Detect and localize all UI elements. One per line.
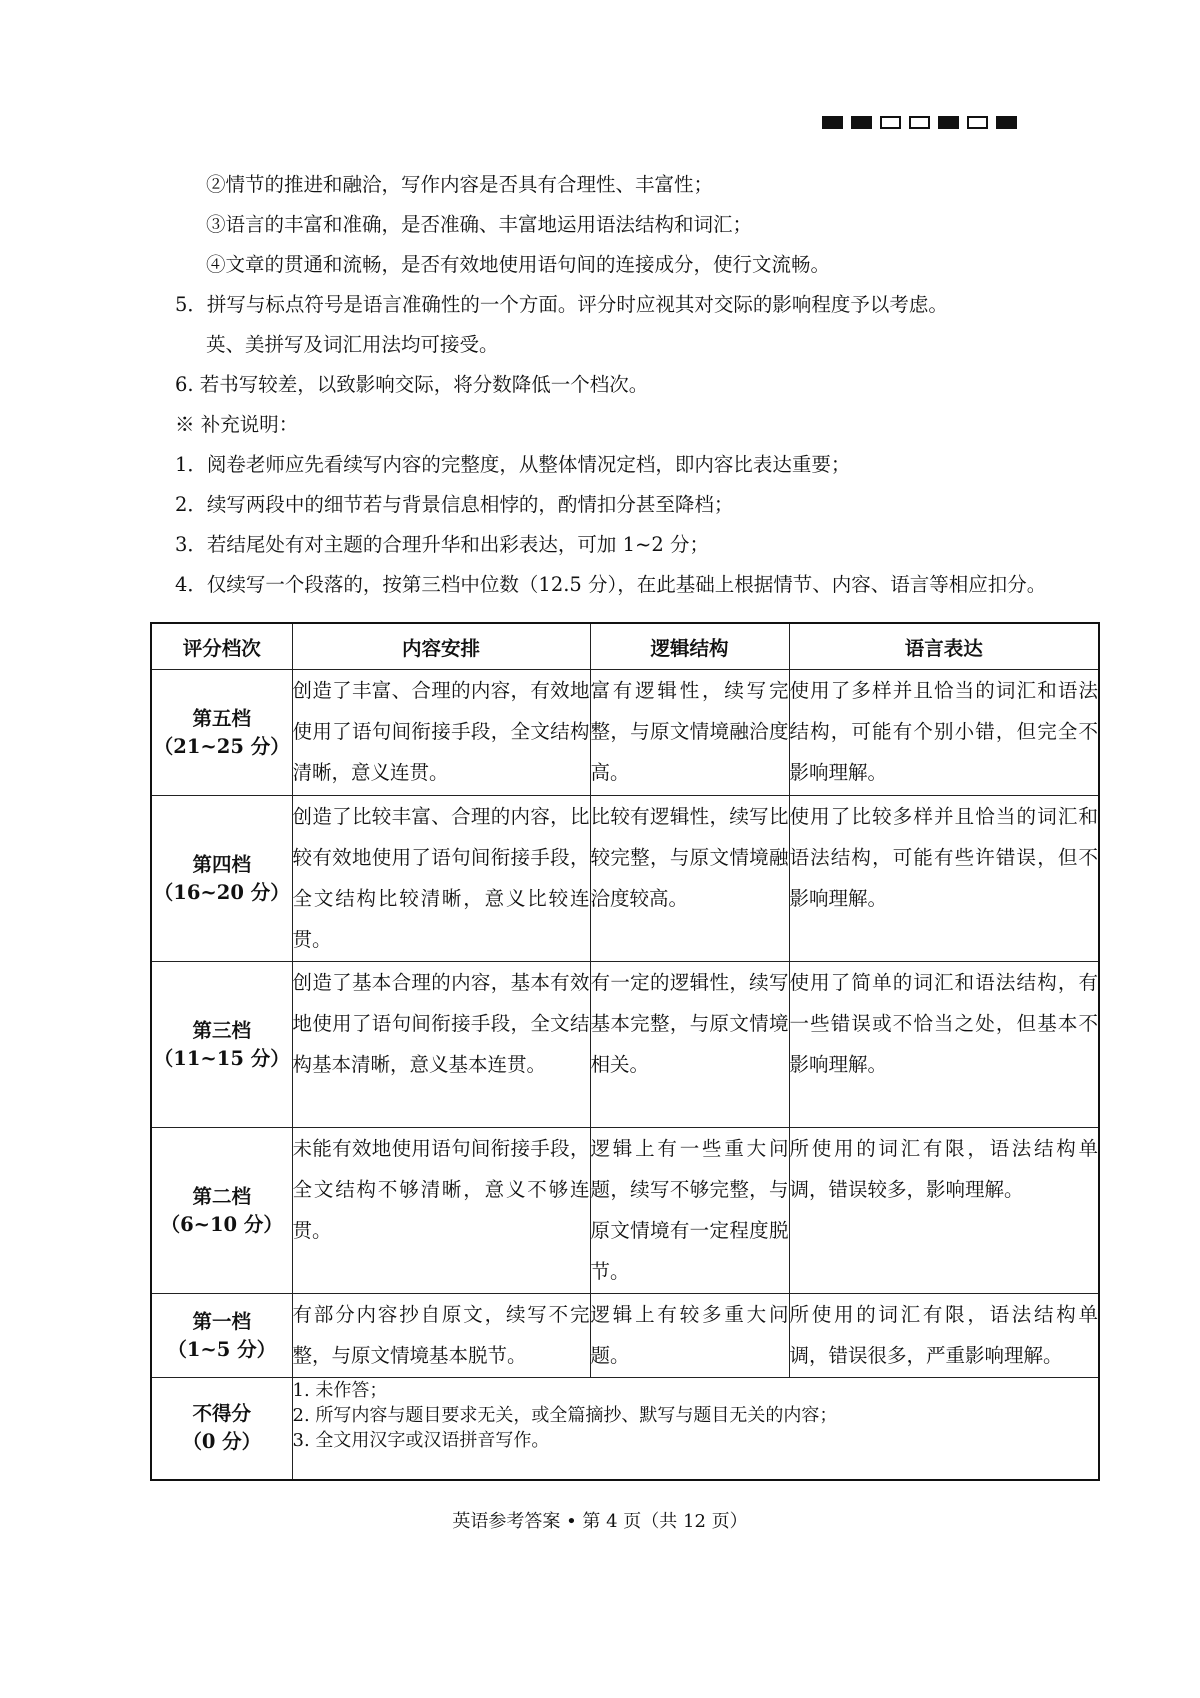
zero-conditions — [292, 1378, 1099, 1480]
language-cell: 所使用的词汇有限，语法结构单调，错误较多，影响理解。 — [789, 1128, 1099, 1294]
language-cell: 使用了比较多样并且恰当的词汇和语法结构，可能有些许错误，但不影响理解。 — [789, 796, 1099, 962]
grade-score: （6~10 分） — [160, 1212, 283, 1236]
grade-score: （1~5 分） — [167, 1337, 277, 1361]
scoring-table — [150, 622, 1100, 1481]
header-mark — [880, 116, 901, 129]
language-cell: 使用了简单的词汇和语法结构，有一些错误或不恰当之处，但基本不影响理解。 — [789, 962, 1099, 1128]
table-row-zero — [151, 1378, 1099, 1480]
header-mark — [851, 116, 872, 129]
content-cell: 创造了丰富、合理的内容，有效地使用了语句间衔接手段，全文结构清晰，意义连贯。 — [292, 670, 590, 796]
grade-name: 第四档 — [192, 852, 251, 876]
header-marks — [822, 116, 1017, 129]
grade-score: （16~20 分） — [153, 880, 290, 904]
criterion-plot: ②情节的推进和融洽，写作内容是否具有合理性、丰富性； — [206, 173, 714, 196]
header-content: 内容安排 — [292, 623, 590, 670]
rule-spelling-cont: 英、美拼写及词汇用法均可接受。 — [206, 333, 499, 356]
header-mark — [967, 116, 988, 129]
grade-cell — [151, 1378, 292, 1480]
grade-score: （0 分） — [182, 1430, 262, 1454]
content-cell: 创造了基本合理的内容，基本有效地使用了语句间衔接手段，全文结构基本清晰，意义基本连贯。 — [292, 962, 590, 1128]
grade-score: （21~25 分） — [153, 734, 290, 758]
logic-cell: 比较有逻辑性，续写比较完整，与原文情境融洽度较高。 — [590, 796, 789, 962]
language-cell: 使用了多样并且恰当的词汇和语法结构，可能有个别小错，但完全不影响理解。 — [789, 670, 1099, 796]
supplement-item-1: 1．阅卷老师应先看续写内容的完整度，从整体情况定档，即内容比表达重要； — [175, 453, 851, 476]
table-row — [151, 670, 1099, 796]
logic-cell: 逻辑上有一些重大问题，续写不够完整，与原文情境有一定程度脱节。 — [590, 1128, 789, 1294]
supplement-heading: ※ 补充说明： — [175, 413, 299, 436]
logic-cell: 富有逻辑性，续写完整，与原文情境融洽度高。 — [590, 670, 789, 796]
header-mark — [938, 116, 959, 129]
table-header-row — [151, 623, 1099, 670]
grade-name: 不得分 — [192, 1402, 251, 1426]
table-row — [151, 1294, 1099, 1378]
zero-condition-item: 3. 全文用汉字或汉语拼音写作。 — [292, 1430, 550, 1451]
content-cell: 创造了比较丰富、合理的内容，比较有效地使用了语句间衔接手段，全文结构比较清晰，意义比较连贯。 — [292, 796, 590, 962]
header-grade: 评分档次 — [151, 623, 292, 670]
content-cell: 有部分内容抄自原文，续写不完整，与原文情境基本脱节。 — [292, 1294, 590, 1378]
grade-cell — [151, 796, 292, 962]
criterion-language: ③语言的丰富和准确，是否准确、丰富地运用语法结构和词汇； — [206, 213, 753, 236]
table-row — [151, 796, 1099, 962]
logic-cell: 有一定的逻辑性，续写基本完整，与原文情境相关。 — [590, 962, 789, 1128]
table-row — [151, 962, 1099, 1128]
header-mark — [822, 116, 843, 129]
grade-cell — [151, 670, 292, 796]
grade-cell — [151, 1294, 292, 1378]
grade-name: 第五档 — [192, 706, 251, 730]
header-logic: 逻辑结构 — [590, 623, 789, 670]
grade-cell — [151, 962, 292, 1128]
table-row — [151, 1128, 1099, 1294]
language-cell: 所使用的词汇有限，语法结构单调，错误很多，严重影响理解。 — [789, 1294, 1099, 1378]
rule-spelling: 5．拼写与标点符号是语言准确性的一个方面。评分时应视其对交际的影响程度予以考虑。 — [175, 293, 948, 316]
grade-name: 第三档 — [192, 1018, 251, 1042]
grade-name: 第一档 — [192, 1309, 251, 1333]
header-language: 语言表达 — [789, 623, 1099, 670]
supplement-item-2: 2．续写两段中的细节若与背景信息相悖的，酌情扣分甚至降档； — [175, 493, 734, 516]
grade-name: 第二档 — [192, 1184, 251, 1208]
zero-condition-item: 1. 未作答； — [292, 1380, 388, 1401]
supplement-item-4: 4．仅续写一个段落的，按第三档中位数（12.5 分），在此基础上根据情节、内容、语言等相应扣分。 — [175, 573, 1047, 596]
logic-cell: 逻辑上有较多重大问题。 — [590, 1294, 789, 1378]
supplement-item-3: 3．若结尾处有对主题的合理升华和出彩表达，可加 1~2 分； — [175, 533, 709, 556]
zero-condition-item: 2. 所写内容与题目要求无关，或全篇摘抄、默写与题目无关的内容； — [292, 1405, 838, 1426]
grade-score: （11~15 分） — [153, 1046, 290, 1070]
rule-handwriting: 6. 若书写较差，以致影响交际，将分数降低一个档次。 — [175, 373, 649, 396]
criterion-fluency: ④文章的贯通和流畅，是否有效地使用语句间的连接成分，使行文流畅。 — [206, 253, 831, 276]
content-cell: 未能有效地使用语句间衔接手段，全文结构不够清晰，意义不够连贯。 — [292, 1128, 590, 1294]
page-footer: 英语参考答案 • 第 4 页（共 12 页） — [452, 1511, 748, 1532]
grade-cell — [151, 1128, 292, 1294]
header-mark — [996, 116, 1017, 129]
header-mark — [909, 116, 930, 129]
